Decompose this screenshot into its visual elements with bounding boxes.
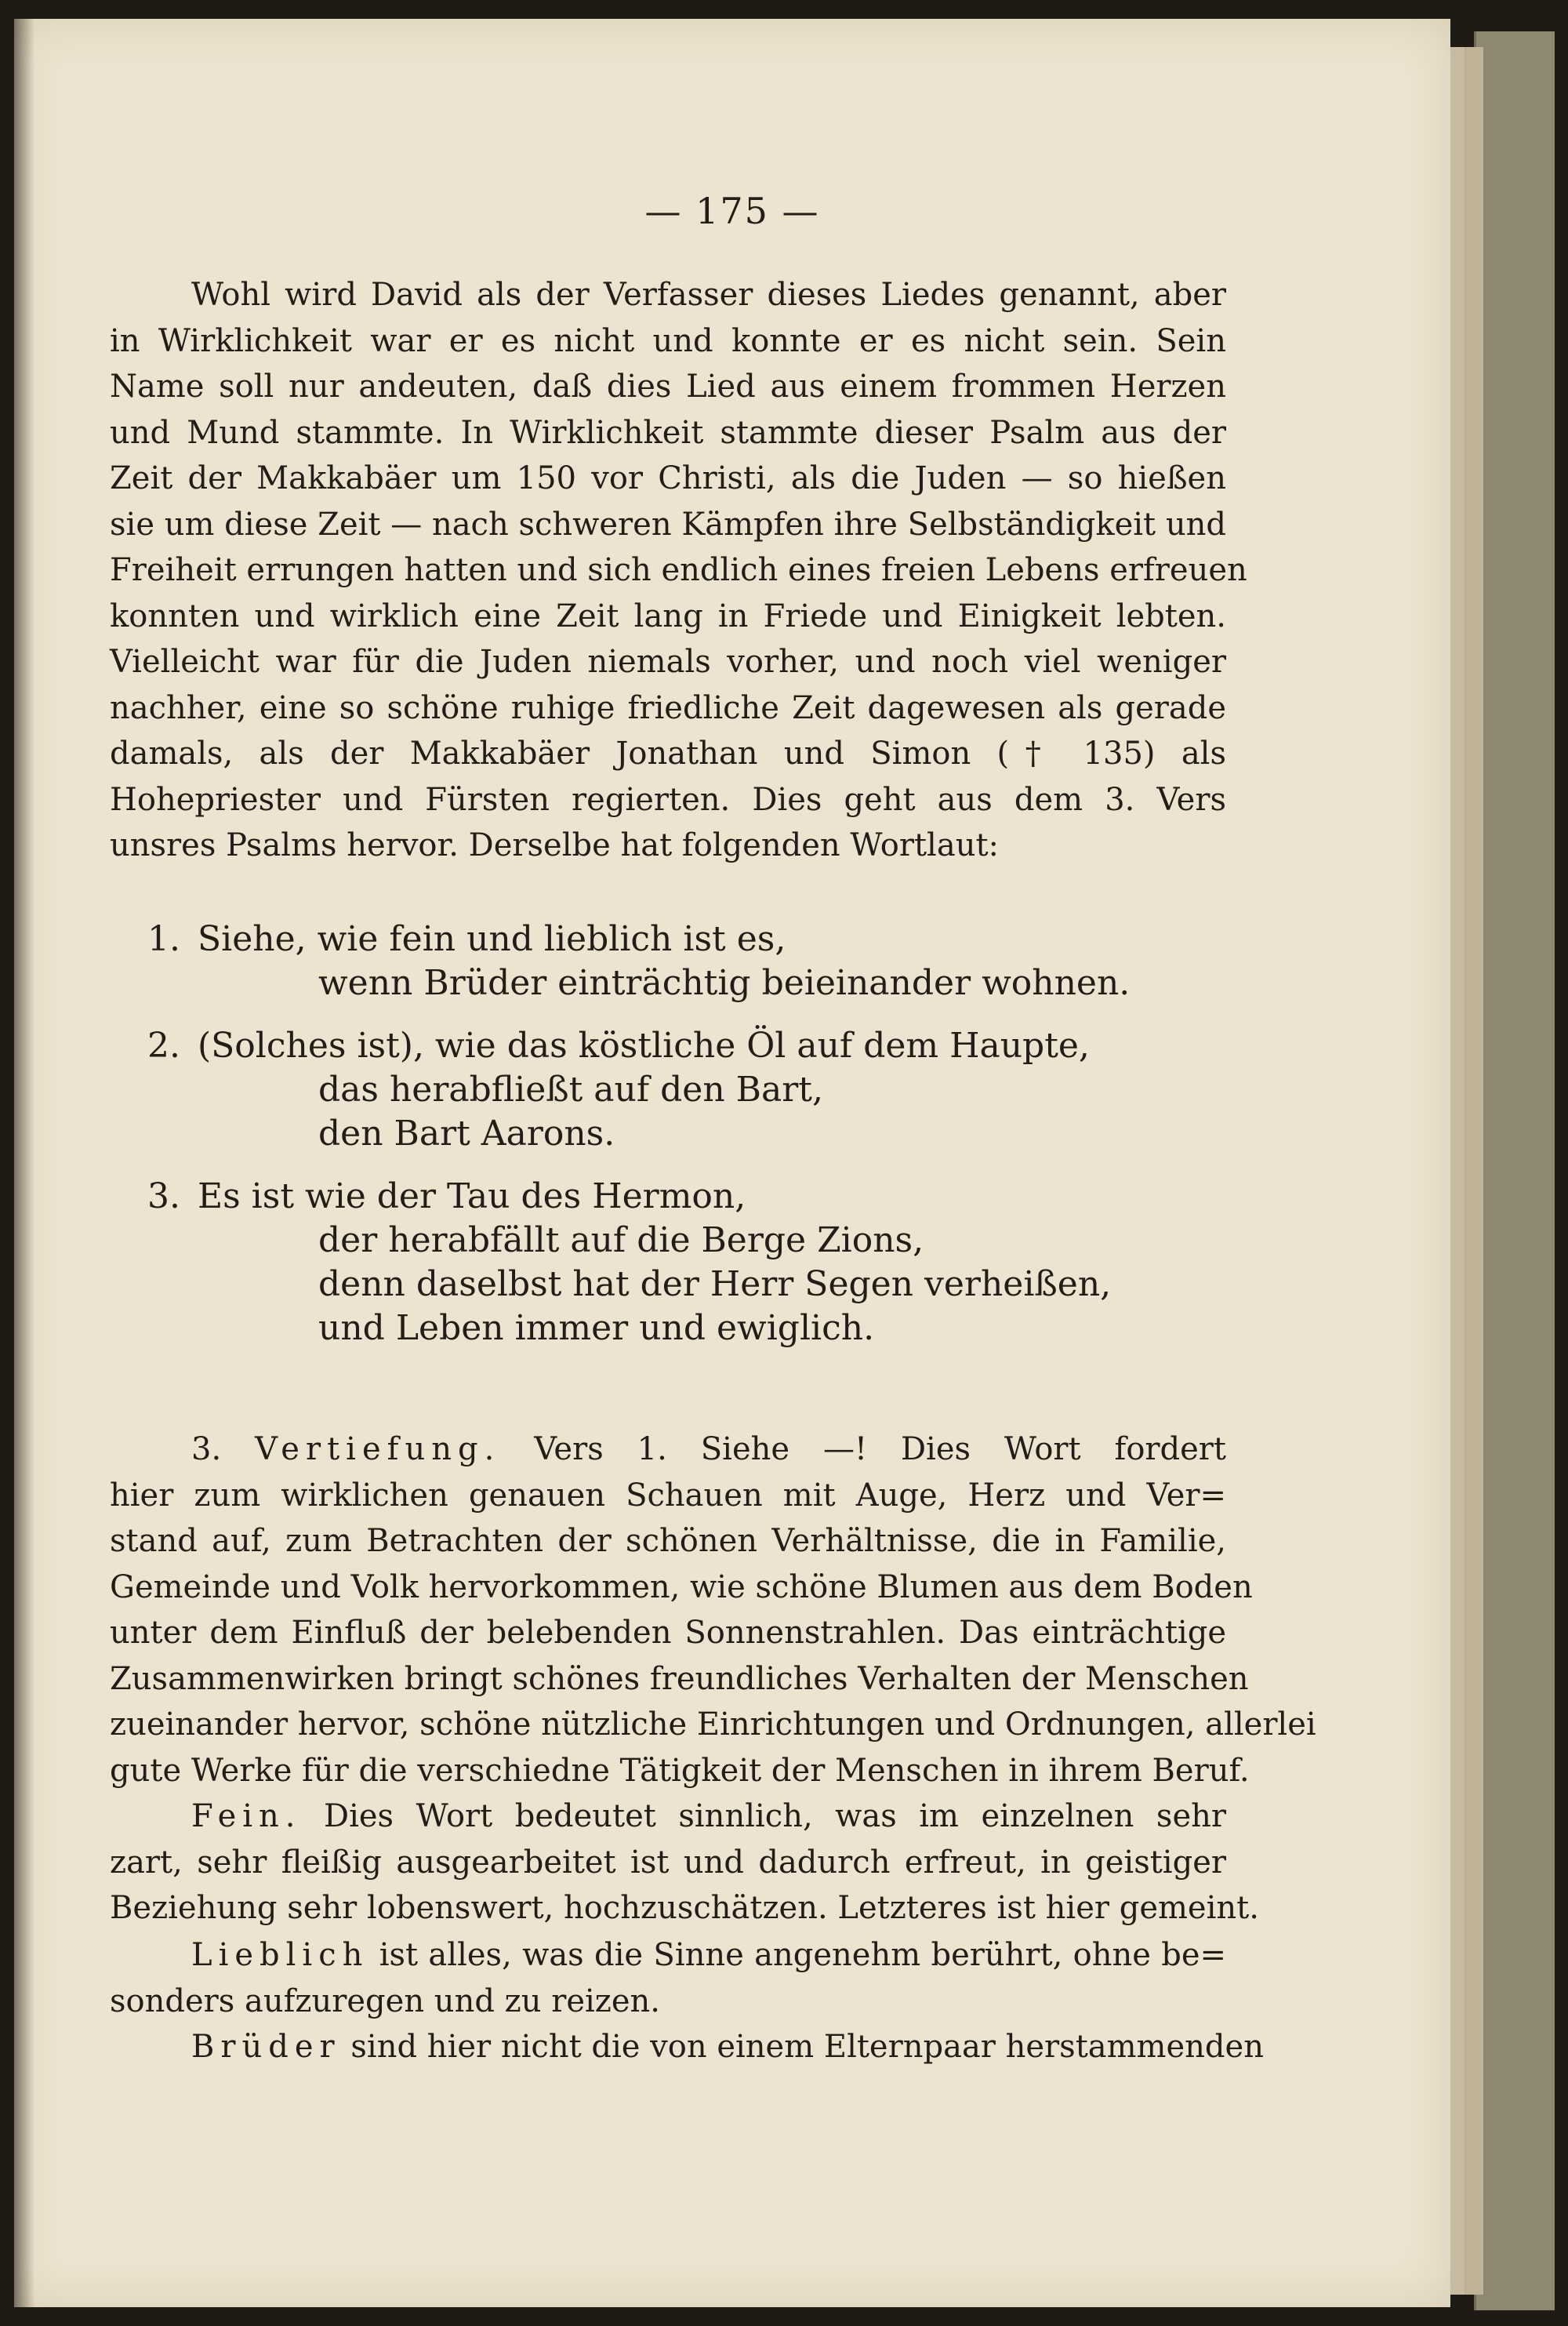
page-edge <box>1465 47 1483 2295</box>
text-line: Vielleicht war für die Juden niemals vorher, und noch viel weniger <box>110 644 1226 680</box>
text-line: Hohepriester und Fürsten regierten. Dies geht aus dem 3. Vers <box>110 781 1226 818</box>
keyword: Lieblich <box>191 1937 369 1973</box>
text-line: Freiheit errungen hatten und sich endlich eines freien Lebens erfreuen <box>110 552 1247 588</box>
text-line: Beziehung sehr lobenswert, hochzuschätzen. Letzteres ist hier gemeint. <box>110 1890 1259 1926</box>
text-line <box>110 1794 1226 1840</box>
keyword: Brüder <box>191 2029 341 2065</box>
text-line: Wohl wird David als der Verfasser dieses Liedes genannt, aber <box>191 277 1226 313</box>
text-line: Zeit der Makkabäer um 150 vor Christi, als die Juden — so hießen <box>110 460 1226 496</box>
text-line: Zusammenwirken bringt schönes freundliches Verhalten der Menschen <box>110 1660 1249 1697</box>
text-run: Dies Wort bedeutet sinnlich, was im einzelnen sehr <box>324 1798 1226 1834</box>
text-line: konnten und wirklich eine Zeit lang in Friede und Einigkeit lebten. <box>110 598 1226 634</box>
verse-line: der herabfällt auf die Berge Zions, <box>318 1220 924 1260</box>
text-line: Name soll nur andeuten, daß dies Lied aus einem frommen Herzen <box>110 369 1226 405</box>
text-line <box>110 1932 1226 1979</box>
verse-line: wenn Brüder einträchtig beieinander wohnen. <box>318 963 1131 1003</box>
text-line: nachher, eine so schöne ruhige friedliche Zeit dagewesen als gerade <box>110 689 1226 726</box>
text-line: unsres Psalms hervor. Derselbe hat folgenden Wortlaut: <box>110 827 1000 863</box>
verse-line: Siehe, wie fein und lieblich ist es, <box>198 919 786 959</box>
verse-number: 2. <box>147 1026 180 1066</box>
verse-3 <box>147 1175 1167 1350</box>
text-line: damals, als der Makkabäer Jonathan und Simon († 135) als <box>110 736 1226 772</box>
text-line: zart, sehr fleißig ausgearbeitet ist und dadurch erfreut, in geistiger <box>110 1844 1226 1881</box>
section-number: 3. <box>191 1431 222 1467</box>
verse-1 <box>147 918 1167 1005</box>
book-cover-edge <box>1474 31 1555 2310</box>
keyword: Fein. <box>191 1798 302 1834</box>
brueder-paragraph <box>110 2024 1264 2070</box>
text-line: gute Werke für die verschiedne Tätigkeit der Menschen in ihrem Beruf. <box>110 1752 1250 1789</box>
verse-line: den Bart Aarons. <box>318 1114 615 1154</box>
text-line: sie um diese Zeit — nach schweren Kämpfen ihre Selbständigkeit und <box>110 506 1226 543</box>
gutter-shadow <box>14 19 34 2307</box>
text-line: Gemeinde und Volk hervorkommen, wie schöne Blumen aus dem Boden <box>110 1568 1253 1605</box>
text-line: hier zum wirklichen genauen Schauen mit Auge, Herz und Ver= <box>110 1477 1226 1514</box>
verse-2 <box>147 1024 1167 1156</box>
text-line: sonders aufzuregen und zu reizen. <box>110 1983 661 2019</box>
text-line: stand auf, zum Betrachten der schönen Verhältnisse, die in Familie, <box>110 1523 1226 1559</box>
verse-line: denn daselbst hat der Herr Segen verheißen, <box>318 1264 1112 1304</box>
verse-line: und Leben immer und ewiglich. <box>318 1308 875 1348</box>
text-line: und Mund stammte. In Wirklichkeit stammte dieser Psalm aus der <box>110 414 1226 451</box>
book-page <box>14 19 1450 2307</box>
section-heading: Vertiefung. <box>255 1431 501 1467</box>
text-line: zueinander hervor, schöne nützliche Einrichtungen und Ordnungen, allerlei <box>110 1706 1316 1743</box>
psalm-verses <box>147 918 1167 1369</box>
lieblich-paragraph <box>110 1932 1226 2024</box>
vertiefung-paragraph <box>110 1426 1316 1794</box>
verse-line: (Solches ist), wie das köstliche Öl auf dem Haupte, <box>198 1026 1090 1066</box>
verse-number: 3. <box>147 1176 180 1216</box>
text-line <box>110 2024 1264 2070</box>
text-line: unter dem Einfluß der belebenden Sonnenstrahlen. Das einträchtige <box>110 1615 1226 1651</box>
fein-paragraph <box>110 1794 1259 1932</box>
page-number: — 175 — <box>644 190 820 232</box>
text-run: Vers 1. Siehe —! Dies Wort fordert <box>534 1431 1226 1467</box>
text-run: ist alles, was die Sinne angenehm berührt, ohne be= <box>379 1937 1227 1973</box>
verse-number: 1. <box>147 919 180 959</box>
text-line: in Wirklichkeit war er es nicht und konnte er es nicht sein. Sein <box>110 322 1226 359</box>
intro-paragraph <box>110 272 1247 869</box>
text-run: sind hier nicht die von einem Elternpaar herstammenden <box>350 2029 1264 2065</box>
text-line <box>110 1426 1226 1473</box>
verse-line: das herabfließt auf den Bart, <box>318 1070 823 1110</box>
verse-line: Es ist wie der Tau des Hermon, <box>198 1176 746 1216</box>
